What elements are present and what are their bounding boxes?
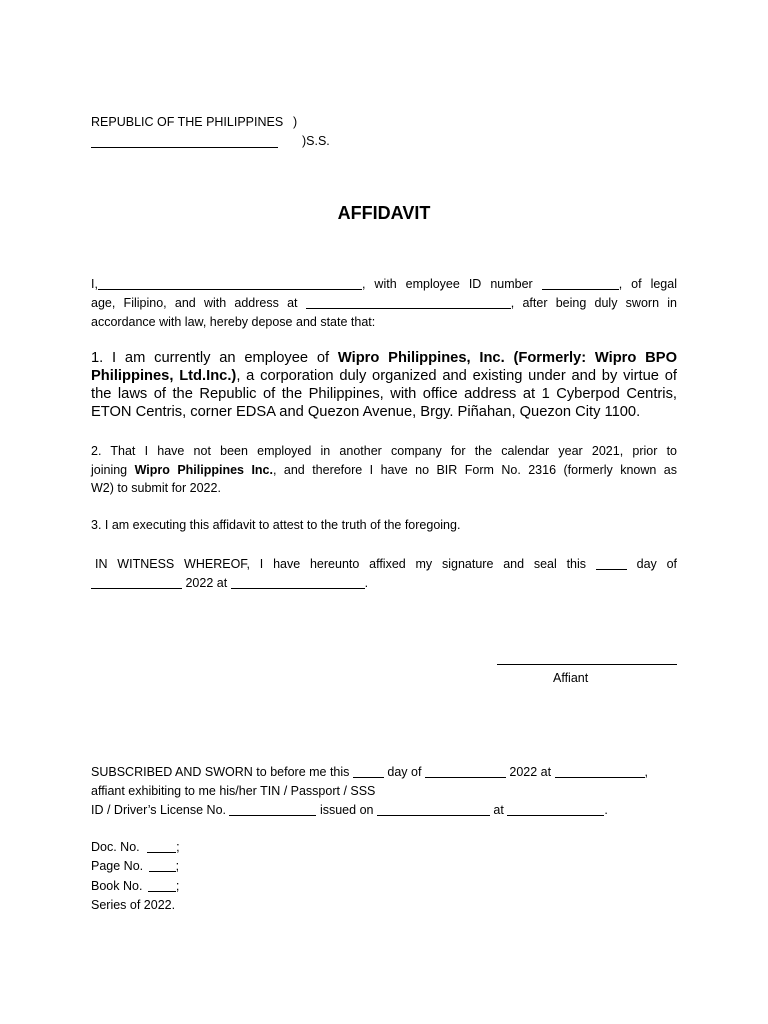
witness-line-2 xyxy=(91,574,677,593)
jurat-month-blank xyxy=(425,776,506,778)
company-name: Wipro Philippines, Inc. (Formerly: Wipro BPO xyxy=(337,350,677,366)
venue-republic: REPUBLIC OF THE PHILIPPINES xyxy=(91,115,284,129)
page-no-line xyxy=(91,857,677,876)
doc-no-end: ; xyxy=(176,840,180,854)
intro-paragraph xyxy=(91,275,677,332)
intro-text: , of legal xyxy=(618,277,677,291)
paragraph-1-line-4 xyxy=(91,403,677,421)
signature-line xyxy=(497,664,677,665)
jurat-text: ID / Driver’s License No. xyxy=(91,803,230,817)
paragraph-1-text: the laws of the Republic of the Philippines, with office address at 1 Cyberpod Centris, xyxy=(91,386,677,402)
paragraph-2-text: 2. That I have not been employed in another company for the calendar year 2021, prior to xyxy=(91,444,677,458)
series-line xyxy=(91,896,677,915)
paragraph-2-text: joining xyxy=(91,462,135,477)
company-name: Wipro Philippines Inc. xyxy=(134,462,273,477)
document-title: AFFIDAVIT xyxy=(337,203,431,223)
doc-no-label: Doc. No. xyxy=(91,840,144,854)
venue-ss: )S.S. xyxy=(302,134,330,148)
affiant-label: Affiant xyxy=(553,671,589,685)
doc-no-line xyxy=(91,838,677,857)
venue-paren: ) xyxy=(293,115,298,129)
witness-place-blank xyxy=(231,587,365,589)
affiant-name-blank xyxy=(98,288,362,290)
jurat-text: . xyxy=(604,803,608,817)
jurat-line-3 xyxy=(91,801,677,820)
witness-day-blank xyxy=(596,568,627,570)
intro-text: , after being duly sworn in xyxy=(510,296,677,310)
paragraph-3 xyxy=(91,516,677,535)
page-no-blank xyxy=(149,870,176,872)
page-no-label: Page No. xyxy=(91,859,147,874)
company-name: Philippines, Ltd.Inc.) xyxy=(91,368,237,384)
witness-text: day of xyxy=(626,557,677,571)
book-no-blank xyxy=(148,890,176,892)
paragraph-1 xyxy=(91,349,677,421)
paragraph-2-line-1 xyxy=(91,442,677,461)
witness-text: . xyxy=(364,576,369,590)
paragraph-1-line-1 xyxy=(91,349,677,367)
intro-line-2 xyxy=(91,294,677,313)
book-no-end: ; xyxy=(175,878,180,893)
paragraph-1-text: 1. I am currently an employee of xyxy=(91,350,338,366)
jurat-text: , xyxy=(644,765,649,779)
issue-date-blank xyxy=(377,814,490,816)
jurat xyxy=(91,763,677,820)
issue-place-blank xyxy=(507,814,604,816)
venue-city-blank xyxy=(91,147,278,148)
address-blank xyxy=(306,307,511,309)
paragraph-1-text: ETON Centris, corner EDSA and Quezon Avenue, Brgy. Piñahan, Quezon City 1100. xyxy=(91,404,641,420)
paragraph-2-line-3 xyxy=(91,479,677,498)
jurat-line-2 xyxy=(91,782,677,801)
license-number-blank xyxy=(229,814,316,816)
paragraph-2 xyxy=(91,442,677,498)
intro-line-3 xyxy=(91,313,677,332)
jurat-text: day of xyxy=(383,765,425,779)
jurat-text: 2022 at xyxy=(505,765,555,779)
paragraph-3-text: 3. I am executing this affidavit to attest to the truth of the foregoing. xyxy=(91,518,461,532)
intro-text: , with employee ID number xyxy=(361,277,542,291)
jurat-text: at xyxy=(489,803,508,817)
jurat-text: affiant exhibiting to me his/her TIN / Passport / SSS xyxy=(91,784,376,798)
witness-text: 2022 at xyxy=(182,576,231,590)
page-no-end: ; xyxy=(175,859,180,874)
paragraph-1-line-3 xyxy=(91,385,677,403)
series-label: Series of 2022. xyxy=(91,897,176,912)
paragraph-2-line-2 xyxy=(91,461,677,480)
intro-text: I, xyxy=(91,277,98,291)
jurat-text: SUBSCRIBED AND SWORN to before me this xyxy=(91,765,353,779)
paragraph-2-text: W2) to submit for 2022. xyxy=(91,481,221,495)
intro-text: age, Filipino, and with address at xyxy=(91,296,306,310)
jurat-place-blank xyxy=(555,776,645,778)
witness-clause xyxy=(91,555,677,593)
witness-text: IN WITNESS WHEREOF, I have hereunto affixed my signature and seal this xyxy=(95,557,596,571)
paragraph-3-line-1 xyxy=(91,516,677,535)
paragraph-1-line-2 xyxy=(91,367,677,385)
witness-line-1 xyxy=(91,555,677,574)
employee-id-blank xyxy=(542,288,619,290)
jurat-day-blank xyxy=(353,776,384,778)
jurat-text: issued on xyxy=(316,803,377,817)
paragraph-2-text: , and therefore I have no BIR Form No. 2316 (formerly known as xyxy=(272,462,677,477)
witness-month-blank xyxy=(91,587,182,589)
intro-text: accordance with law, hereby depose and state that: xyxy=(91,315,376,329)
jurat-line-1 xyxy=(91,763,677,782)
book-no-line xyxy=(91,877,677,896)
notarial-register xyxy=(91,838,677,915)
doc-no-blank xyxy=(147,851,176,853)
paragraph-1-text: , a corporation duly organized and existing under and by virtue of xyxy=(236,368,677,384)
intro-line-1 xyxy=(91,275,677,294)
book-no-label: Book No. xyxy=(91,878,146,893)
